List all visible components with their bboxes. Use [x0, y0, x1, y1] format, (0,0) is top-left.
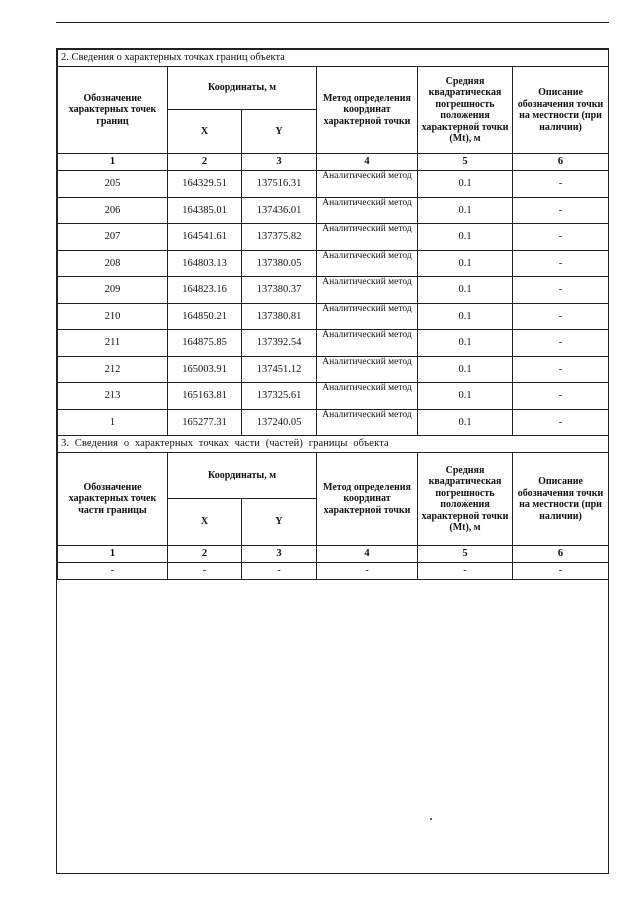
cell-method: -	[317, 563, 418, 580]
section-3	[58, 436, 609, 580]
table-row	[58, 224, 609, 251]
cell-method: Аналитический метод	[317, 171, 418, 198]
cell-description: -	[513, 356, 609, 383]
cell-y: 137436.01	[242, 197, 317, 224]
table-row	[58, 356, 609, 383]
cell-y: 137380.37	[242, 277, 317, 304]
cell-x: 164541.61	[168, 224, 242, 251]
column-number-2: 2	[168, 154, 242, 171]
column-number-3: 3	[242, 546, 317, 563]
cell-x: 164329.51	[168, 171, 242, 198]
cell-mt: -	[418, 563, 513, 580]
table-row	[58, 303, 609, 330]
column-number-1: 1	[58, 546, 168, 563]
cell-mt: 0.1	[418, 197, 513, 224]
column-number-4: 4	[317, 546, 418, 563]
header-method: Метод определения координат характерной точки	[317, 453, 418, 546]
header-x: X	[168, 499, 242, 546]
cell-x: 165277.31	[168, 409, 242, 436]
column-number-4: 4	[317, 154, 418, 171]
cell-description: -	[513, 171, 609, 198]
cell-y: 137325.61	[242, 383, 317, 410]
cell-mt: 0.1	[418, 330, 513, 357]
cell-method: Аналитический метод	[317, 224, 418, 251]
header-designation: Обозначение характерных точек границ	[58, 67, 168, 154]
header-coordinates: Координаты, м	[168, 67, 317, 110]
table-row	[58, 250, 609, 277]
stray-dot	[430, 818, 432, 820]
cell-y: -	[242, 563, 317, 580]
form-sheet	[56, 48, 609, 874]
column-number-5: 5	[418, 154, 513, 171]
header-error: Средняя квадратическая погрешность положения характерной точки (Mt), м	[418, 67, 513, 154]
table-row	[58, 383, 609, 410]
cell-description: -	[513, 250, 609, 277]
cell-point: 208	[58, 250, 168, 277]
column-number-6: 6	[513, 154, 609, 171]
cell-x: 165003.91	[168, 356, 242, 383]
cell-mt: 0.1	[418, 277, 513, 304]
cell-description: -	[513, 277, 609, 304]
table-row	[58, 171, 609, 198]
section-3-title: 3. Сведения о характерных точках части (частей) границы объекта	[58, 436, 609, 453]
section-2-title: 2. Сведения о характерных точках границ объекта	[58, 50, 609, 67]
header-description: Описание обозначения точки на местности (при наличии)	[513, 67, 609, 154]
cell-method: Аналитический метод	[317, 330, 418, 357]
cell-point: 212	[58, 356, 168, 383]
header-coordinates: Координаты, м	[168, 453, 317, 499]
cell-point: 205	[58, 171, 168, 198]
cell-mt: 0.1	[418, 356, 513, 383]
header-y: Y	[242, 110, 317, 154]
cell-x: 164803.13	[168, 250, 242, 277]
cell-mt: 0.1	[418, 383, 513, 410]
column-number-6: 6	[513, 546, 609, 563]
cell-x: 165163.81	[168, 383, 242, 410]
column-number-1: 1	[58, 154, 168, 171]
cell-description: -	[513, 197, 609, 224]
table-row	[58, 330, 609, 357]
cell-description: -	[513, 409, 609, 436]
points-table	[57, 49, 609, 580]
header-designation: Обозначение характерных точек части границы	[58, 453, 168, 546]
cell-point: 207	[58, 224, 168, 251]
cell-mt: 0.1	[418, 303, 513, 330]
header-description: Описание обозначения точки на местности (при наличии)	[513, 453, 609, 546]
cell-description: -	[513, 330, 609, 357]
cell-x: 164875.85	[168, 330, 242, 357]
top-rule	[56, 22, 609, 23]
header-y: Y	[242, 499, 317, 546]
column-number-5: 5	[418, 546, 513, 563]
cell-description: -	[513, 383, 609, 410]
cell-point: 213	[58, 383, 168, 410]
cell-description: -	[513, 563, 609, 580]
cell-method: Аналитический метод	[317, 409, 418, 436]
cell-y: 137380.05	[242, 250, 317, 277]
cell-y: 137392.54	[242, 330, 317, 357]
cell-point: 210	[58, 303, 168, 330]
table-row	[58, 197, 609, 224]
header-method: Метод определения координат характерной точки	[317, 67, 418, 154]
header-error: Средняя квадратическая погрешность положения характерной точки (Mt), м	[418, 453, 513, 546]
cell-x: 164385.01	[168, 197, 242, 224]
column-number-2: 2	[168, 546, 242, 563]
cell-method: Аналитический метод	[317, 383, 418, 410]
cell-description: -	[513, 224, 609, 251]
cell-y: 137240.05	[242, 409, 317, 436]
cell-method: Аналитический метод	[317, 250, 418, 277]
cell-x: 164850.21	[168, 303, 242, 330]
cell-y: 137380.81	[242, 303, 317, 330]
column-number-3: 3	[242, 154, 317, 171]
cell-mt: 0.1	[418, 409, 513, 436]
cell-point: -	[58, 563, 168, 580]
cell-y: 137375.82	[242, 224, 317, 251]
header-x: X	[168, 110, 242, 154]
table-row	[58, 277, 609, 304]
cell-x: 164823.16	[168, 277, 242, 304]
cell-point: 209	[58, 277, 168, 304]
cell-method: Аналитический метод	[317, 197, 418, 224]
cell-y: 137516.31	[242, 171, 317, 198]
cell-point: 211	[58, 330, 168, 357]
cell-point: 206	[58, 197, 168, 224]
table-row	[58, 563, 609, 580]
cell-mt: 0.1	[418, 171, 513, 198]
cell-point: 1	[58, 409, 168, 436]
cell-mt: 0.1	[418, 224, 513, 251]
cell-method: Аналитический метод	[317, 356, 418, 383]
cell-y: 137451.12	[242, 356, 317, 383]
cell-x: -	[168, 563, 242, 580]
section-2	[58, 50, 609, 436]
cell-mt: 0.1	[418, 250, 513, 277]
table-row	[58, 409, 609, 436]
cell-method: Аналитический метод	[317, 277, 418, 304]
cell-description: -	[513, 303, 609, 330]
cell-method: Аналитический метод	[317, 303, 418, 330]
